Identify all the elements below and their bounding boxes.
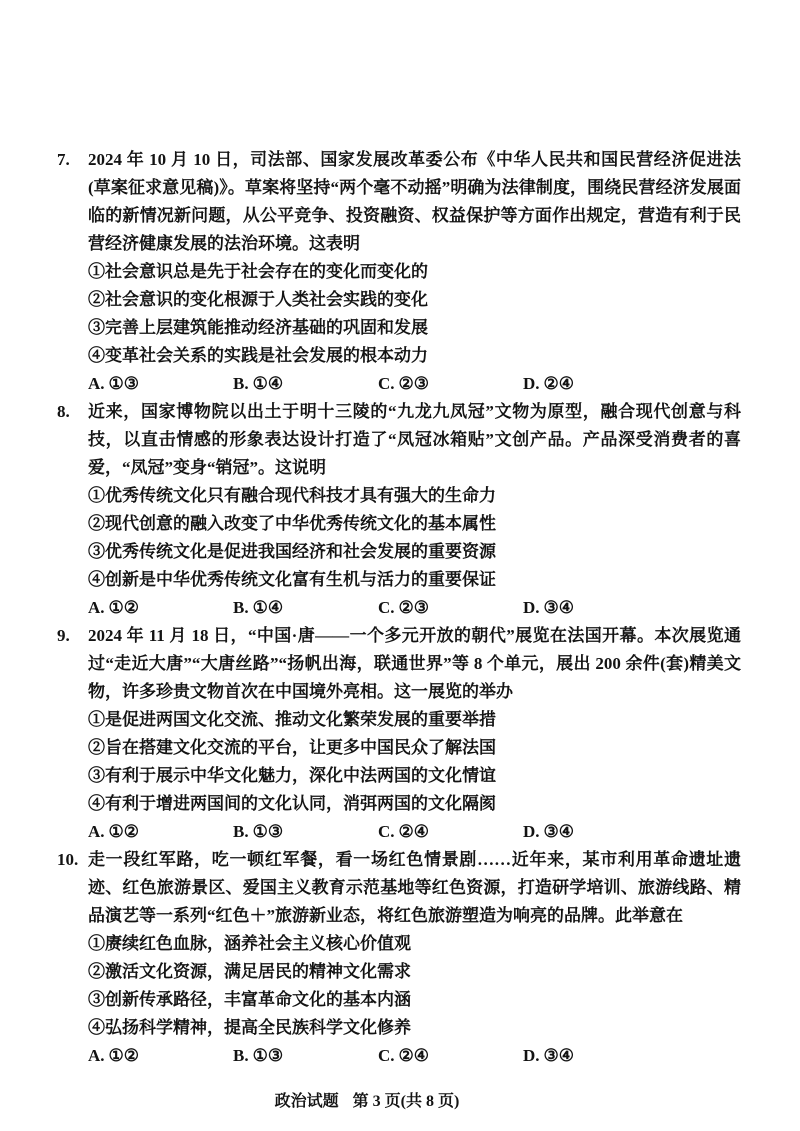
question-stem: 2024 年 10 月 10 日，司法部、国家发展改革委公布《中华人民共和国民营经济促进法(草案征求意见稿)》。草案将坚持“两个毫不动摇”明确为法律制度，围绕民营经济发展面临的新情况新问题，从公平竞争、投资融资、权益保护等方面作出规定，营造有利于民营经济健康发展的法治环境。这表明 xyxy=(88,150,741,253)
page-footer xyxy=(0,1088,734,1111)
choice-c xyxy=(378,594,523,622)
footer-subject: 政治试题 xyxy=(274,1093,339,1110)
option-item-2: ②激活文化资源，满足居民的精神文化需求 xyxy=(88,962,411,981)
choice-label: C. xyxy=(378,598,395,617)
choice-label: D. xyxy=(523,822,540,841)
question-number: 8. xyxy=(57,402,70,421)
choice-value: ③④ xyxy=(543,598,575,617)
option-item-2: ②现代创意的融入改变了中华优秀传统文化的基本属性 xyxy=(88,514,496,533)
choice-c xyxy=(378,818,523,846)
option-item-4: ④变革社会关系的实践是社会发展的根本动力 xyxy=(88,346,428,365)
choice-a xyxy=(88,1042,233,1070)
choice-value: ②④ xyxy=(398,822,430,841)
question-stem: 近来，国家博物院以出土于明十三陵的“九龙九凤冠”文物为原型，融合现代创意与科技，以直击情感的形象表达设计打造了“凤冠冰箱贴”文创产品。产品深受消费者的喜爱，“凤冠”变身“销冠”。这说明 xyxy=(88,402,741,477)
choice-value: ①③ xyxy=(108,374,140,393)
choice-label: B. xyxy=(233,1046,249,1065)
choice-b xyxy=(233,818,378,846)
question-number: 7. xyxy=(57,150,70,169)
choice-label: A. xyxy=(88,374,105,393)
question-7 xyxy=(57,146,741,398)
choice-value: ①④ xyxy=(252,598,284,617)
question-stem: 走一段红军路，吃一顿红军餐，看一场红色情景剧……近年来，某市利用革命遗址遗迹、红色旅游景区、爱国主义教育示范基地等红色资源，打造研学培训、旅游线路、精品演艺等一系列“红色＋”旅游新业态，将红色旅游塑造为响亮的品牌。此举意在 xyxy=(88,850,741,925)
option-item-4: ④有利于增进两国间的文化认同，消弭两国的文化隔阂 xyxy=(88,794,496,813)
choice-label: C. xyxy=(378,374,395,393)
choice-label: B. xyxy=(233,374,249,393)
choice-a xyxy=(88,594,233,622)
option-item-2: ②社会意识的变化根源于人类社会实践的变化 xyxy=(88,290,428,309)
choice-a xyxy=(88,818,233,846)
option-item-4: ④创新是中华优秀传统文化富有生机与活力的重要保证 xyxy=(88,570,496,589)
choice-label: C. xyxy=(378,822,395,841)
option-item-3: ③有利于展示中华文化魅力，深化中法两国的文化情谊 xyxy=(88,766,496,785)
choice-row xyxy=(88,594,741,622)
choice-label: A. xyxy=(88,1046,105,1065)
choice-label: B. xyxy=(233,822,249,841)
choice-d xyxy=(523,594,741,622)
option-item-4: ④弘扬科学精神，提高全民族科学文化修养 xyxy=(88,1018,411,1037)
choice-value: ①② xyxy=(108,598,140,617)
choice-value: ①② xyxy=(108,1046,140,1065)
option-item-1: ①社会意识总是先于社会存在的变化而变化的 xyxy=(88,262,428,281)
question-number: 10. xyxy=(57,850,79,869)
option-item-3: ③优秀传统文化是促进我国经济和社会发展的重要资源 xyxy=(88,542,496,561)
choice-d xyxy=(523,1042,741,1070)
choice-value: ①④ xyxy=(252,374,284,393)
choice-row xyxy=(88,1042,741,1070)
choice-label: B. xyxy=(233,598,249,617)
choice-value: ①③ xyxy=(252,822,284,841)
choice-label: D. xyxy=(523,598,540,617)
choice-value: ①③ xyxy=(252,1046,284,1065)
option-item-1: ①是促进两国文化交流、推动文化繁荣发展的重要举措 xyxy=(88,710,496,729)
question-8 xyxy=(57,398,741,622)
choice-b xyxy=(233,1042,378,1070)
choice-value: ②④ xyxy=(398,1046,430,1065)
choice-row xyxy=(88,370,741,398)
option-item-3: ③完善上层建筑能推动经济基础的巩固和发展 xyxy=(88,318,428,337)
choice-label: A. xyxy=(88,598,105,617)
choice-b xyxy=(233,594,378,622)
choice-c xyxy=(378,370,523,398)
choice-label: C. xyxy=(378,1046,395,1065)
choice-d xyxy=(523,370,741,398)
question-stem: 2024 年 11 月 18 日，“中国·唐——一个多元开放的朝代”展览在法国开幕。本次展览通过“走近大唐”“大唐丝路”“扬帆出海，联通世界”等 8 个单元，展出 200 余件(套)精美文物，许多珍贵文物首次在中国境外亮相。这一展览的举办 xyxy=(88,626,741,701)
choice-value: ①② xyxy=(108,822,140,841)
choice-label: A. xyxy=(88,822,105,841)
choice-value: ③④ xyxy=(543,822,575,841)
choice-b xyxy=(233,370,378,398)
choice-label: D. xyxy=(523,374,540,393)
choice-value: ②③ xyxy=(398,374,430,393)
question-9 xyxy=(57,622,741,846)
choice-d xyxy=(523,818,741,846)
option-item-1: ①赓续红色血脉，涵养社会主义核心价值观 xyxy=(88,934,411,953)
choice-value: ②③ xyxy=(398,598,430,617)
footer-page-number: 第 3 页(共 8 页) xyxy=(352,1093,460,1110)
option-item-1: ①优秀传统文化只有融合现代科技才具有强大的生命力 xyxy=(88,486,496,505)
choice-label: D. xyxy=(523,1046,540,1065)
option-item-2: ②旨在搭建文化交流的平台，让更多中国民众了解法国 xyxy=(88,738,496,757)
choice-a xyxy=(88,370,233,398)
choice-value: ②④ xyxy=(543,374,575,393)
choice-value: ③④ xyxy=(543,1046,575,1065)
question-10 xyxy=(57,846,741,1070)
exam-content xyxy=(57,146,741,1070)
choice-row xyxy=(88,818,741,846)
option-item-3: ③创新传承路径，丰富革命文化的基本内涵 xyxy=(88,990,411,1009)
choice-c xyxy=(378,1042,523,1070)
question-number: 9. xyxy=(57,626,70,645)
